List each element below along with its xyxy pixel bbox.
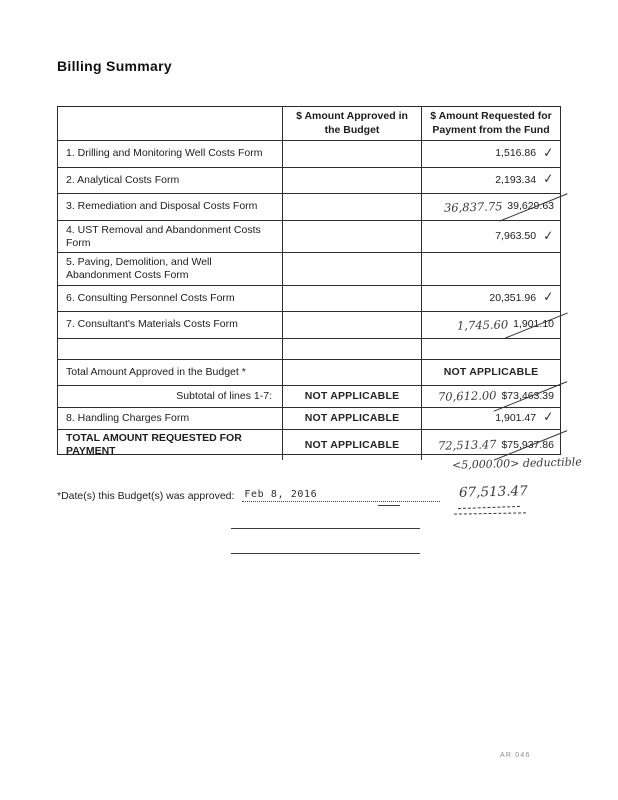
table-row	[58, 168, 560, 194]
net-total-handwritten: 67,513.47	[458, 483, 528, 501]
handwritten-correction: 1,745.60	[456, 317, 509, 333]
handwritten-correction: 70,612.00	[437, 388, 497, 405]
approved-amount	[282, 253, 421, 285]
amount-value: 1,516.86	[495, 147, 537, 160]
table-row	[58, 221, 560, 253]
approved-amount	[282, 194, 421, 220]
approval-date-label: *Date(s) this Budget(s) was approved:	[57, 490, 235, 502]
approved-amount	[282, 168, 421, 193]
table-row	[58, 360, 560, 386]
underline-mark	[458, 506, 520, 509]
doc-ref: AR 046	[500, 752, 531, 759]
approved-amount	[282, 360, 421, 385]
row-label: Subtotal of lines 1-7:	[176, 389, 272, 402]
table-row	[58, 408, 560, 430]
requested-amount	[421, 221, 560, 252]
row-label: 5. Paving, Demolition, and Well Abandonment Costs Form	[66, 256, 212, 282]
table-row	[58, 386, 560, 408]
requested-amount	[421, 286, 560, 311]
billing-summary-table	[57, 106, 561, 458]
approval-date-row	[57, 489, 440, 502]
checkmark-icon: ✓	[542, 227, 555, 245]
requested-amount	[421, 386, 560, 407]
amount-value: 1,901.47	[495, 411, 537, 424]
amount-value: 2,193.34	[495, 173, 537, 186]
amount-value-struck: 39,629.63	[507, 200, 554, 213]
underline-mark	[454, 512, 526, 514]
amount-value: 20,351.96	[489, 291, 537, 304]
row-label: 1. Drilling and Monitoring Well Costs Form	[66, 147, 263, 160]
table-row	[58, 141, 560, 168]
amount-value: 7,963.50	[495, 230, 537, 243]
handwritten-correction: 72,513.47	[437, 437, 497, 453]
table-row	[58, 253, 560, 286]
approval-date-value: Feb 8, 2016	[242, 489, 440, 502]
blank-line	[231, 528, 420, 529]
requested-amount	[421, 408, 560, 429]
amount-value-struck: 1,901.10	[513, 318, 554, 331]
amount-value-struck: $73,463.39	[501, 389, 554, 402]
table-row	[58, 194, 560, 221]
requested-amount	[421, 168, 560, 193]
row-label: 6. Consulting Personnel Costs Form	[66, 291, 235, 304]
row-label: 8. Handling Charges Form	[66, 411, 190, 424]
requested-amount	[421, 312, 560, 338]
requested-amount	[421, 194, 560, 220]
requested-amount	[421, 141, 560, 167]
table-header-row	[58, 107, 560, 141]
row-label: 3. Remediation and Disposal Costs Form	[66, 200, 258, 213]
approved-amount: NOT APPLICABLE	[282, 430, 421, 460]
table-row-empty	[58, 339, 560, 360]
approved-amount: NOT APPLICABLE	[282, 408, 421, 429]
table-row	[58, 312, 560, 339]
approved-amount	[282, 286, 421, 311]
row-label: 7. Consultant's Materials Costs Form	[66, 318, 238, 331]
deductible-note: <5,000.00> deductible	[451, 455, 582, 472]
checkmark-icon: ✓	[542, 145, 555, 162]
checkmark-icon: ✓	[542, 409, 555, 426]
amount-value-struck: $75,937.86	[501, 438, 554, 451]
row-label: Total Amount Approved in the Budget *	[66, 365, 246, 378]
approved-amount	[282, 312, 421, 338]
approved-amount: NOT APPLICABLE	[282, 386, 421, 407]
table-row-total	[58, 430, 560, 458]
header-description-cell	[58, 107, 282, 140]
handwritten-correction: 36,837.75	[443, 199, 503, 215]
approved-amount	[282, 221, 421, 252]
page-title: Billing Summary	[57, 58, 172, 74]
header-approved-cell: $ Amount Approved in the Budget	[282, 107, 421, 140]
row-label: 2. Analytical Costs Form	[66, 173, 180, 186]
requested-amount	[421, 253, 560, 285]
row-label: TOTAL AMOUNT REQUESTED FOR PAYMENT	[66, 432, 242, 458]
approved-amount	[282, 141, 421, 167]
checkmark-icon: ✓	[542, 289, 555, 306]
requested-amount: NOT APPLICABLE	[421, 360, 560, 385]
checkmark-icon: ✓	[542, 171, 555, 188]
blank-line	[378, 505, 400, 506]
blank-line	[231, 553, 420, 554]
table-row	[58, 286, 560, 312]
header-requested-cell: $ Amount Requested for Payment from the Fund	[421, 107, 560, 140]
row-label: 4. UST Removal and Abandonment Costs Form	[66, 224, 261, 250]
